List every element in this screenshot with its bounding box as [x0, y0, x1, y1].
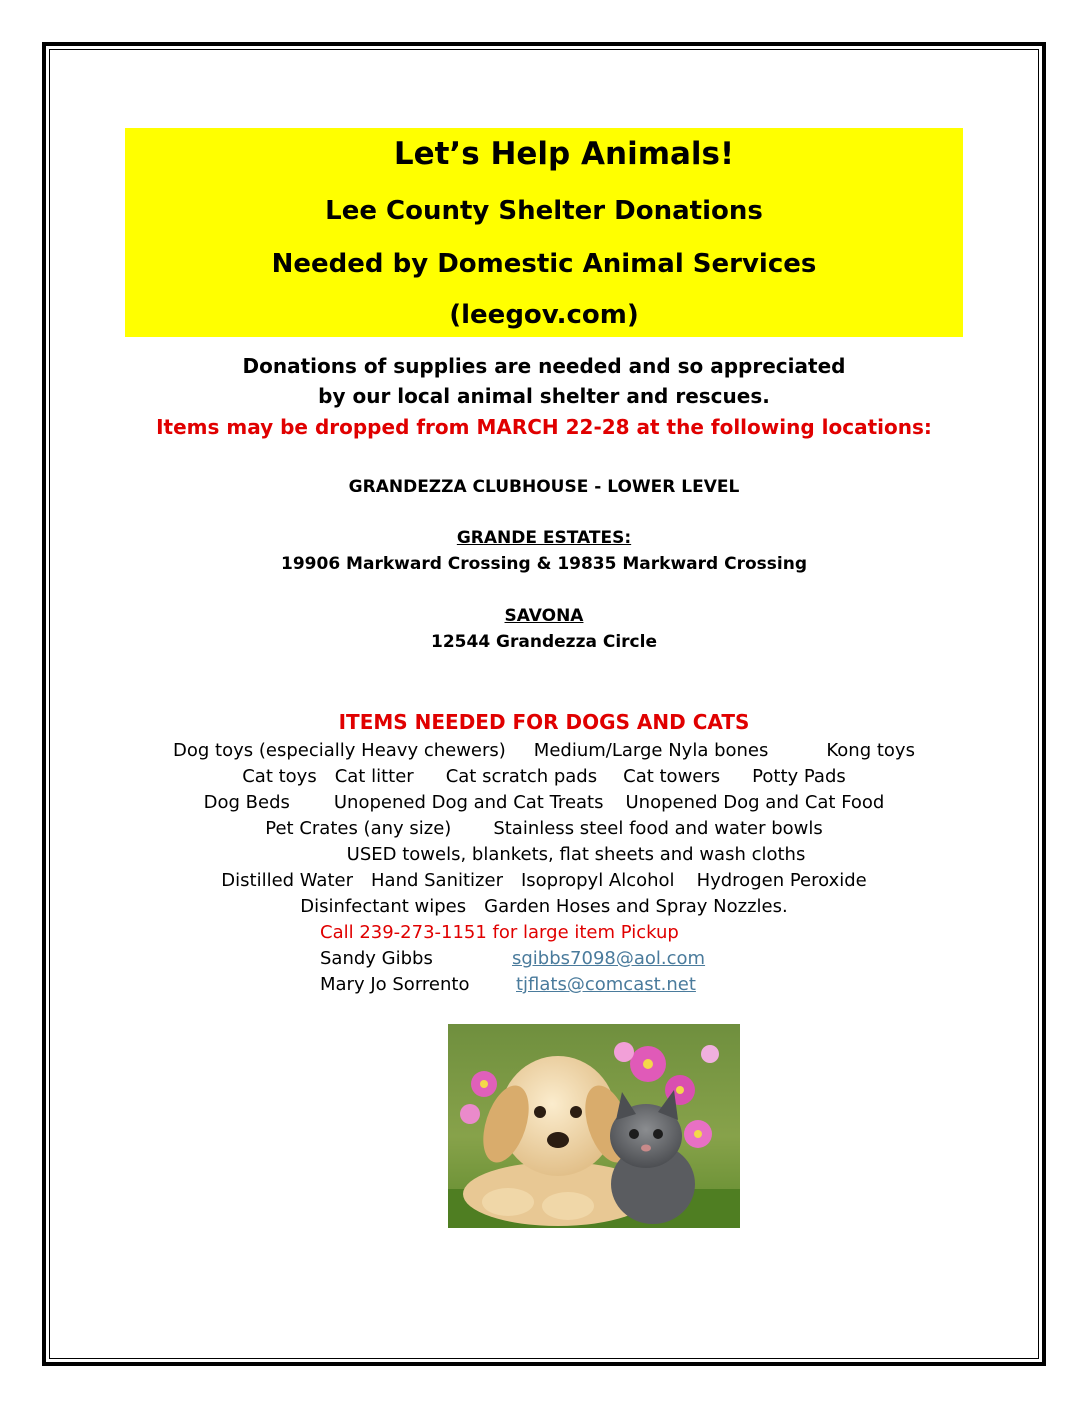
item: Unopened Dog and Cat Food [625, 792, 885, 813]
location-savona-title: SAVONA [504, 606, 584, 626]
contact-row [320, 948, 920, 969]
items-heading: ITEMS NEEDED FOR DOGS AND CATS [338, 710, 750, 734]
pickup-phone: Call 239-273-1151 for large item Pickup [320, 922, 679, 943]
item: Hand Sanitizer [371, 870, 503, 891]
item: Dog Beds [203, 792, 290, 813]
intro-line-2: by our local animal shelter and rescues. [318, 384, 770, 408]
item: Cat toys [242, 766, 317, 787]
item: Garden Hoses and Spray Nozzles. [484, 896, 788, 917]
item: Kong toys [826, 740, 915, 761]
title-banner [125, 128, 963, 337]
item: Pet Crates (any size) [265, 818, 452, 839]
puppy-kitten-photo [448, 1024, 740, 1228]
item: Cat litter [334, 766, 414, 787]
item: Distilled Water [221, 870, 353, 891]
intro-line-1: Donations of supplies are needed and so appreciated [242, 354, 846, 378]
item: Isopropyl Alcohol [520, 870, 675, 891]
items-row [0, 740, 1088, 761]
item: Unopened Dog and Cat Treats [333, 792, 604, 813]
contact-name: Sandy Gibbs [320, 948, 433, 969]
item: Dog toys (especially Heavy chewers) [173, 740, 506, 761]
items-row [0, 896, 1088, 917]
item: Disinfectant wipes [300, 896, 467, 917]
contact-email-link[interactable]: sgibbs7098@aol.com [512, 948, 706, 969]
banner-website: (leegov.com) [449, 300, 639, 330]
items-row [0, 792, 1088, 813]
banner-organization: Needed by Domestic Animal Services [271, 249, 817, 279]
item: Medium/Large Nyla bones [533, 740, 769, 761]
contact-email-link[interactable]: tjflats@comcast.net [516, 974, 696, 995]
location-savona-address: 12544 Grandezza Circle [431, 632, 657, 652]
banner-title: Let’s Help Animals! [393, 136, 735, 172]
item: Cat scratch pads [445, 766, 598, 787]
location-grande-address: 19906 Markward Crossing & 19835 Markward Crossing [281, 554, 807, 574]
items-row [0, 818, 1088, 839]
item: USED towels, blankets, flat sheets and wash cloths [346, 844, 806, 865]
item: Stainless steel food and water bowls [493, 818, 823, 839]
location-grande-title: GRANDE ESTATES: [456, 528, 632, 548]
dropoff-dates: Items may be dropped from MARCH 22-28 at the following locations: [156, 415, 932, 439]
items-row [0, 870, 1088, 891]
item: Hydrogen Peroxide [696, 870, 867, 891]
items-row [0, 766, 1088, 787]
items-row [0, 844, 1088, 865]
contact-row [320, 974, 920, 995]
item: Cat towers [623, 766, 721, 787]
banner-subtitle: Lee County Shelter Donations [325, 196, 763, 226]
item: Potty Pads [752, 766, 846, 787]
contact-name: Mary Jo Sorrento [320, 974, 470, 995]
location-clubhouse: GRANDEZZA CLUBHOUSE - LOWER LEVEL [348, 477, 740, 497]
